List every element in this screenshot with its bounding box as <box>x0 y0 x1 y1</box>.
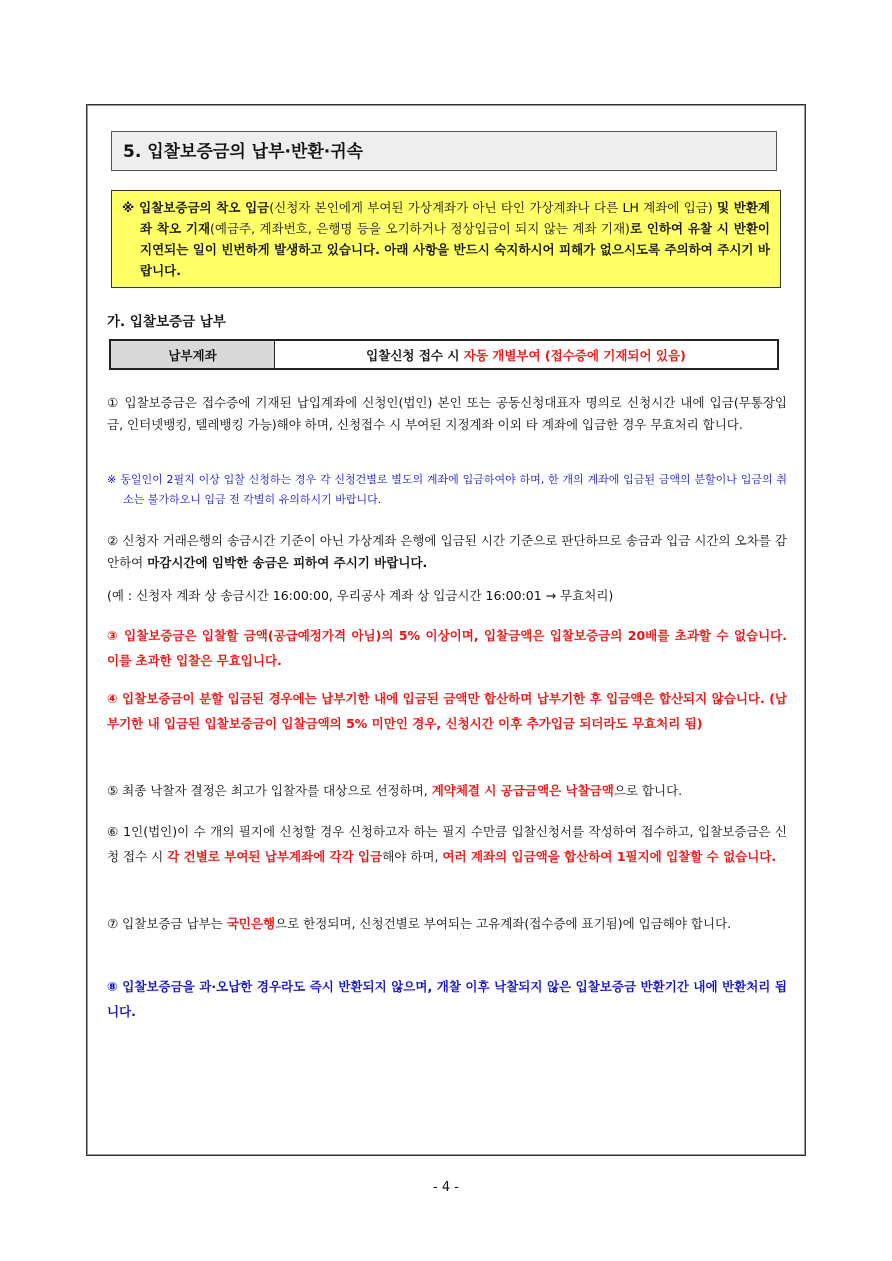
subsection-title: 가. 입찰보증금 납부 <box>107 314 226 330</box>
notice-text-4: (예금주, 계좌번호, 은행명 등을 오기하거나 정상입금이 되지 않는 계좌 기재) <box>210 221 630 236</box>
account-value <box>275 340 779 369</box>
item-8: ⑧ 입찰보증금을 과·오납한 경우라도 즉시 반환되지 않으며, 개찰 이후 낙찰되지 않은 입찰보증금 반환기간 내에 반환처리 됩니다. <box>107 979 787 1019</box>
item-7-text-a: ⑦ 입찰보증금 납부는 <box>107 916 227 931</box>
item-1: ① 입찰보증금은 접수증에 기재된 납입계좌에 신청인(법인) 본인 또는 공동신청대표자 명의로 신청시간 내에 입금(무통장입금, 인터넷뱅킹, 텔레뱅킹 가능)해야 하며, 신청접수 시 부여된 지정계좌 이외 타 계좌에 입금한 경우 무효처리 합니다. <box>107 395 787 432</box>
item-6-red-d: 여러 계좌의 입금액을 합산하여 1필지에 입찰할 수 없습니다. <box>442 849 777 864</box>
notice-text <box>122 197 770 281</box>
item-7-red: 국민은행 <box>226 916 276 931</box>
item-2-text: ② 신청자 거래은행의 송금시간 기준이 아닌 가상계좌 은행에 입금된 시간 기준으로 판단하므로 송금과 입금 시간의 오차를 감안하여 <box>107 533 787 570</box>
item-5-text-a: ⑤ 최종 낙찰자 결정은 최고가 입찰자를 대상으로 선정하며, <box>107 783 432 798</box>
section-title: 5. 입찰보증금의 납부·반환·귀속 <box>111 131 777 171</box>
item-5-red: 계약체결 시 공급금액은 낙찰금액 <box>431 783 614 798</box>
item-1-note <box>107 470 787 510</box>
item-6 <box>107 819 787 869</box>
item-4: ④ 입찰보증금이 분할 입금된 경우에는 납부기한 내에 입금된 금액만 합산하며 납부기한 후 입금액은 합산되지 않습니다. (납부기한 내 입금된 입찰보증금이 입찰금액의 5% 미만인 경우, 신청시간 이후 추가입금 되더라도 무효처리 됨) <box>107 691 787 731</box>
item-1-note-text: ※ 동일인이 2필지 이상 입찰 신청하는 경우 각 신청건별로 별도의 계좌에 입금하여야 하며, 한 개의 계좌에 입금된 금액의 분할이나 입금의 취소는 불가하오니 입금 전 각별히 유의하시기 바랍니다. <box>107 473 787 506</box>
notice-mark: ※ <box>122 200 140 215</box>
account-label: 납부계좌 <box>110 340 275 369</box>
item-7-text-c: 으로 한정되며, 신청건별로 부여되는 고유계좌(접수증에 표기됨)에 입금해야 합니다. <box>275 916 732 931</box>
account-table <box>109 339 779 370</box>
item-2 <box>107 530 787 574</box>
item-5-text-c: 으로 합니다. <box>613 783 683 798</box>
notice-text-2: (신청자 본인에게 부여된 가상계좌가 아닌 타인 가상계좌나 다른 LH 계좌에 입금) <box>269 200 717 215</box>
item-2-bold: 마감시간에 임박한 송금은 피하여 주시기 바랍니다. <box>147 555 428 570</box>
item-6-red-b: 각 건별로 부여된 납부계좌에 각각 입금 <box>167 849 383 864</box>
item-5 <box>107 780 787 802</box>
notice-box <box>111 190 781 288</box>
notice-bold-1: 입찰보증금의 착오 입금 <box>139 200 270 215</box>
item-7 <box>107 911 787 936</box>
notice-bold-3: 및 반환계좌 착오 기재 <box>140 200 770 236</box>
page-number: - 4 - <box>433 1180 459 1195</box>
item-2-example: (예 : 신청자 계좌 상 송금시간 16:00:00, 우리공사 계좌 상 입금시간 16:00:01 → 무효처리) <box>107 588 614 603</box>
item-6-text-a: ⑥ 1인(법인)이 수 개의 필지에 신청할 경우 신청하고자 하는 필지 수만큼 입찰신청서를 작성하여 접수하고, 입찰보증금은 신청 접수 시 <box>107 824 787 864</box>
account-value-prefix: 입찰신청 접수 시 <box>366 347 464 363</box>
item-6-text-c: 해야 하며, <box>382 849 443 864</box>
notice-bold-5: 로 인하여 유찰 시 반환이 지연되는 일이 빈번하게 발생하고 있습니다. 아래 사항을 반드시 숙지하시어 피해가 없으시도록 주의하여 주시기 바랍니다. <box>140 221 770 278</box>
account-value-red: 자동 개별부여 (접수증에 기재되어 있음) <box>463 347 686 363</box>
item-3: ③ 입찰보증금은 입찰할 금액(공급예정가격 아님)의 5% 이상이며, 입찰금액은 입찰보증금의 20배를 초과할 수 없습니다. 이를 초과한 입찰은 무효입니다. <box>107 628 787 668</box>
